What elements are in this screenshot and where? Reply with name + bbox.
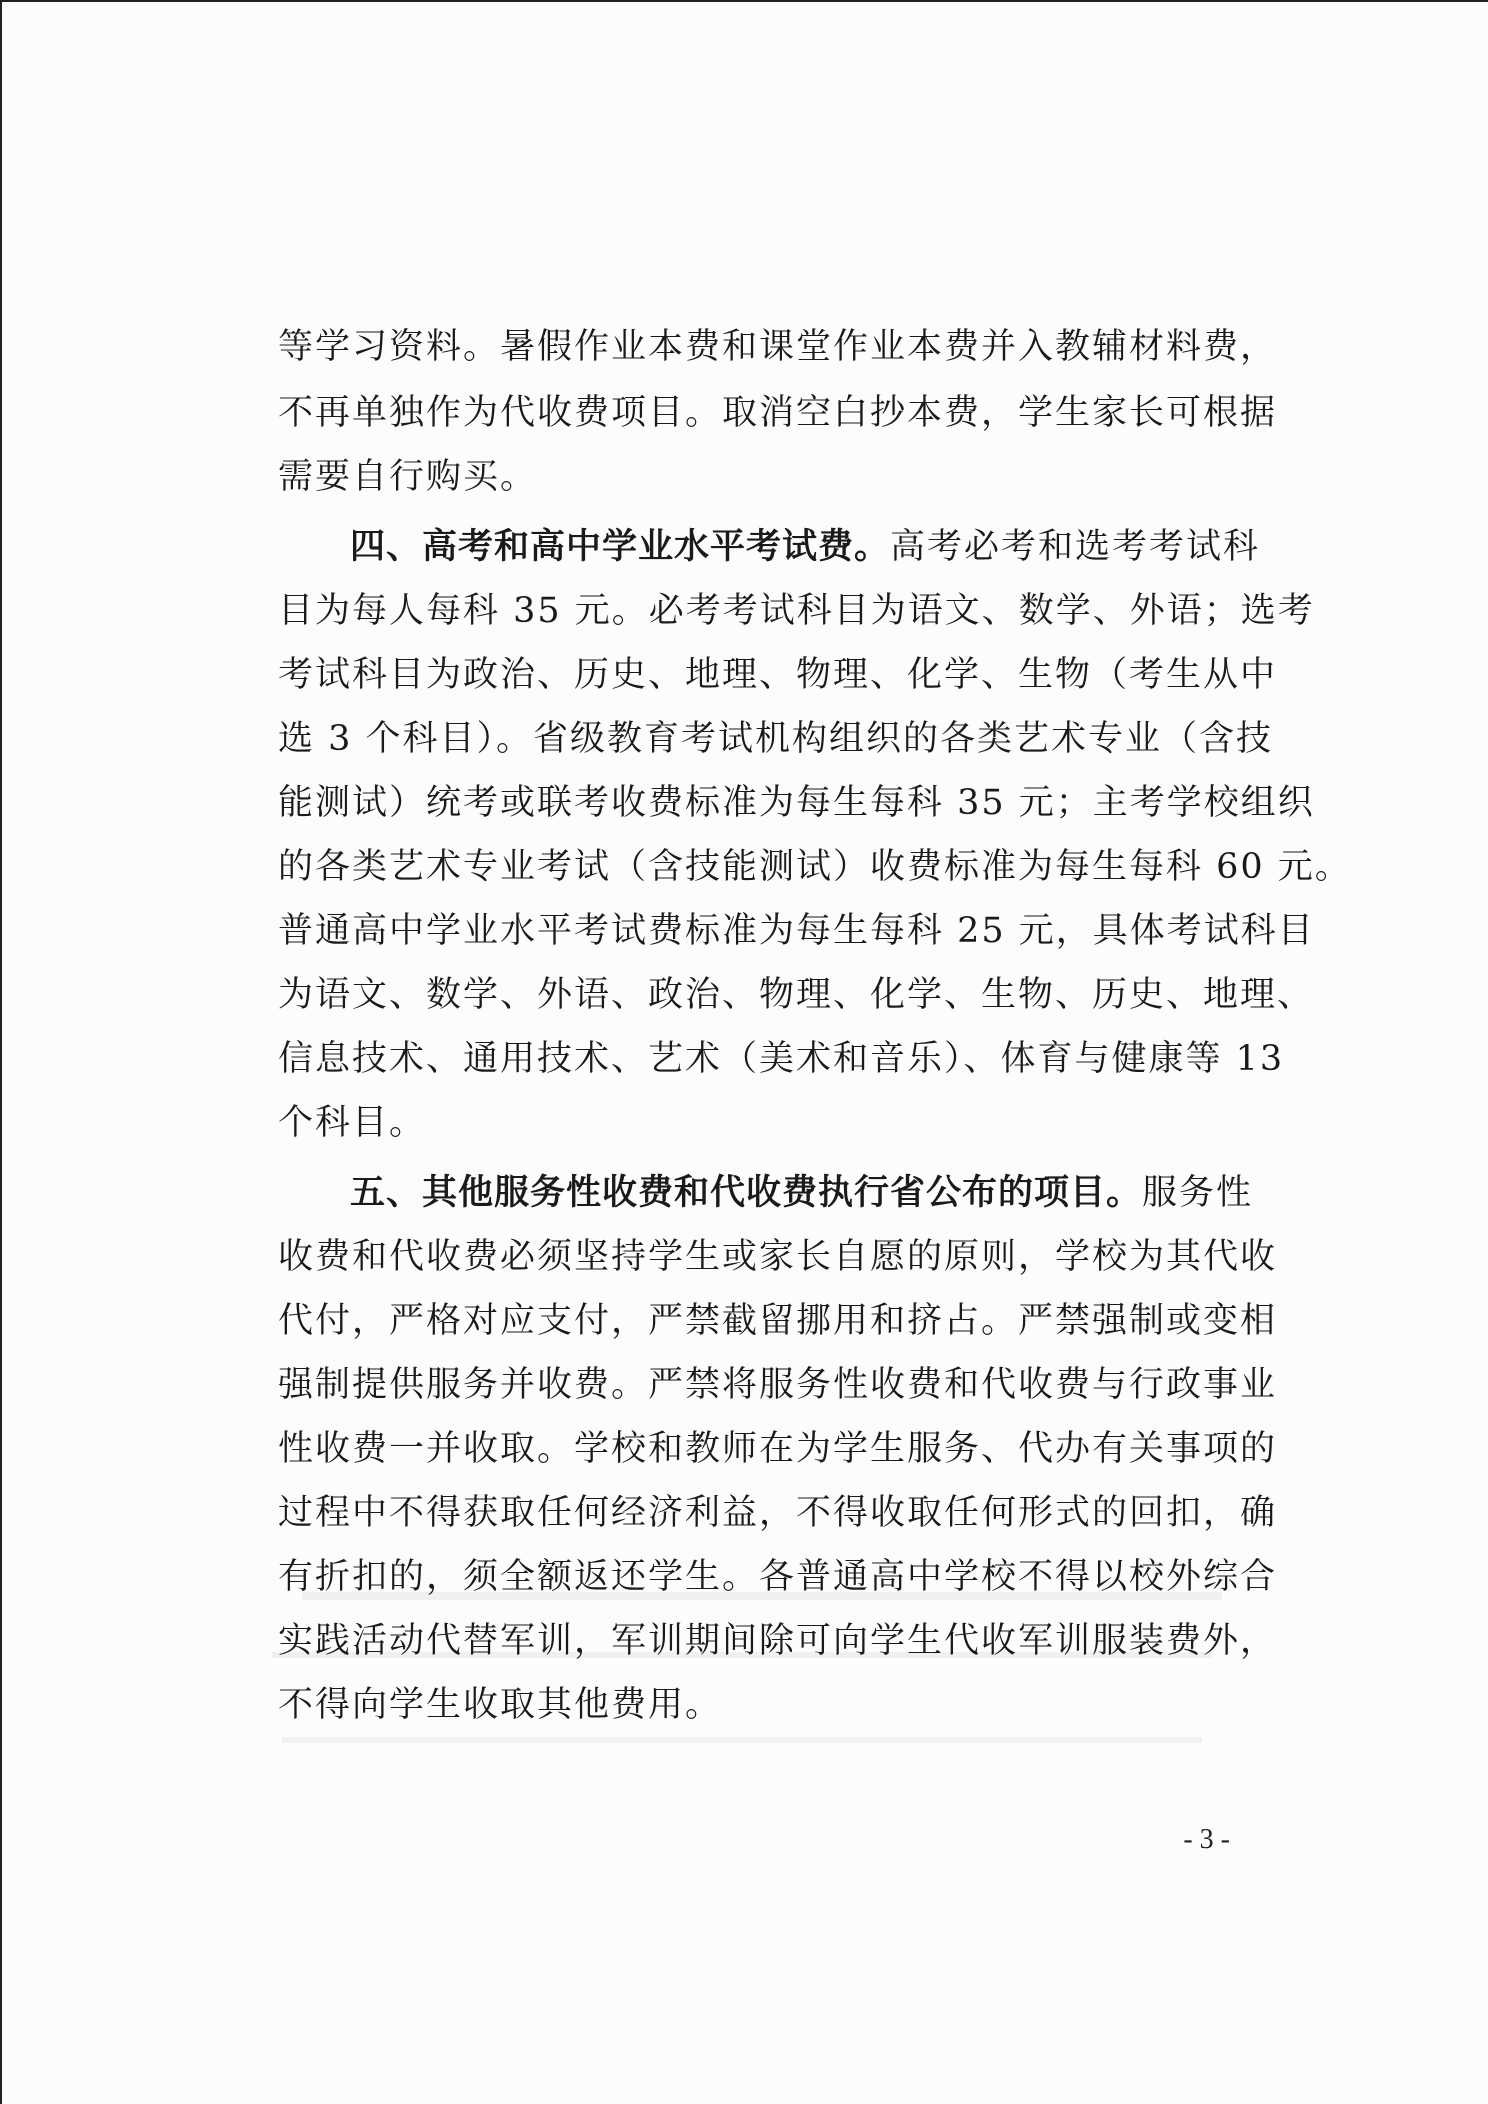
body-line: 为语文、数学、外语、政治、物理、化学、生物、历史、地理、 bbox=[278, 975, 1315, 1015]
body-line: 过程中不得获取任何经济利益，不得收取任何形式的回扣，确 bbox=[278, 1493, 1278, 1533]
body-line: 的各类艺术专业考试（含技能测试）收费标准为每生每科 60 元。 bbox=[278, 847, 1352, 887]
body-line: 实践活动代替军训，军训期间除可向学生代收军训服装费外， bbox=[278, 1621, 1278, 1661]
body-line: 需要自行购买。 bbox=[278, 457, 538, 497]
body-line: 收费和代收费必须坚持学生或家长自愿的原则，学校为其代收 bbox=[278, 1237, 1278, 1277]
page-number: - 3 - bbox=[1183, 1824, 1230, 1855]
body-line: 个科目。 bbox=[278, 1103, 427, 1143]
body-line: 选 3 个科目）。省级教育考试机构组织的各类艺术专业（含技 bbox=[278, 719, 1274, 759]
body-line: 能测试）统考或联考收费标准为每生每科 35 元；主考学校组织 bbox=[278, 783, 1315, 823]
body-line: 有折扣的，须全额返还学生。各普通高中学校不得以校外综合 bbox=[278, 1557, 1278, 1597]
section-5-first-line bbox=[350, 1162, 1254, 1224]
body-line: 代付，严格对应支付，严禁截留挪用和挤占。严禁强制或变相 bbox=[278, 1301, 1278, 1341]
bleed-through-mark bbox=[282, 1737, 1202, 1743]
body-line: 考试科目为政治、历史、地理、物理、化学、生物（考生从中 bbox=[278, 655, 1278, 695]
section-5-first-line-text: 服务性 bbox=[1142, 1173, 1254, 1213]
body-line: 性收费一并收取。学校和教师在为学生服务、代办有关事项的 bbox=[278, 1429, 1278, 1469]
section-4-heading: 四、高考和高中学业水平考试费。 bbox=[350, 527, 891, 567]
body-line: 强制提供服务并收费。严禁将服务性收费和代收费与行政事业 bbox=[278, 1365, 1278, 1405]
body-line: 不再单独作为代收费项目。取消空白抄本费，学生家长可根据 bbox=[278, 393, 1278, 433]
section-5-heading: 五、其他服务性收费和代收费执行省公布的项目。 bbox=[350, 1173, 1143, 1213]
body-line: 不得向学生收取其他费用。 bbox=[278, 1685, 723, 1725]
body-line: 目为每人每科 35 元。必考考试科目为语文、数学、外语；选考 bbox=[278, 591, 1315, 631]
body-line: 等学习资料。暑假作业本费和课堂作业本费并入教辅材料费， bbox=[278, 327, 1278, 367]
section-4-first-line-text: 高考必考和选考考试科 bbox=[890, 527, 1261, 567]
section-4-first-line bbox=[350, 516, 1261, 578]
body-line: 普通高中学业水平考试费标准为每生每科 25 元，具体考试科目 bbox=[278, 911, 1315, 951]
body-line: 信息技术、通用技术、艺术（美术和音乐）、体育与健康等 13 bbox=[278, 1039, 1285, 1079]
